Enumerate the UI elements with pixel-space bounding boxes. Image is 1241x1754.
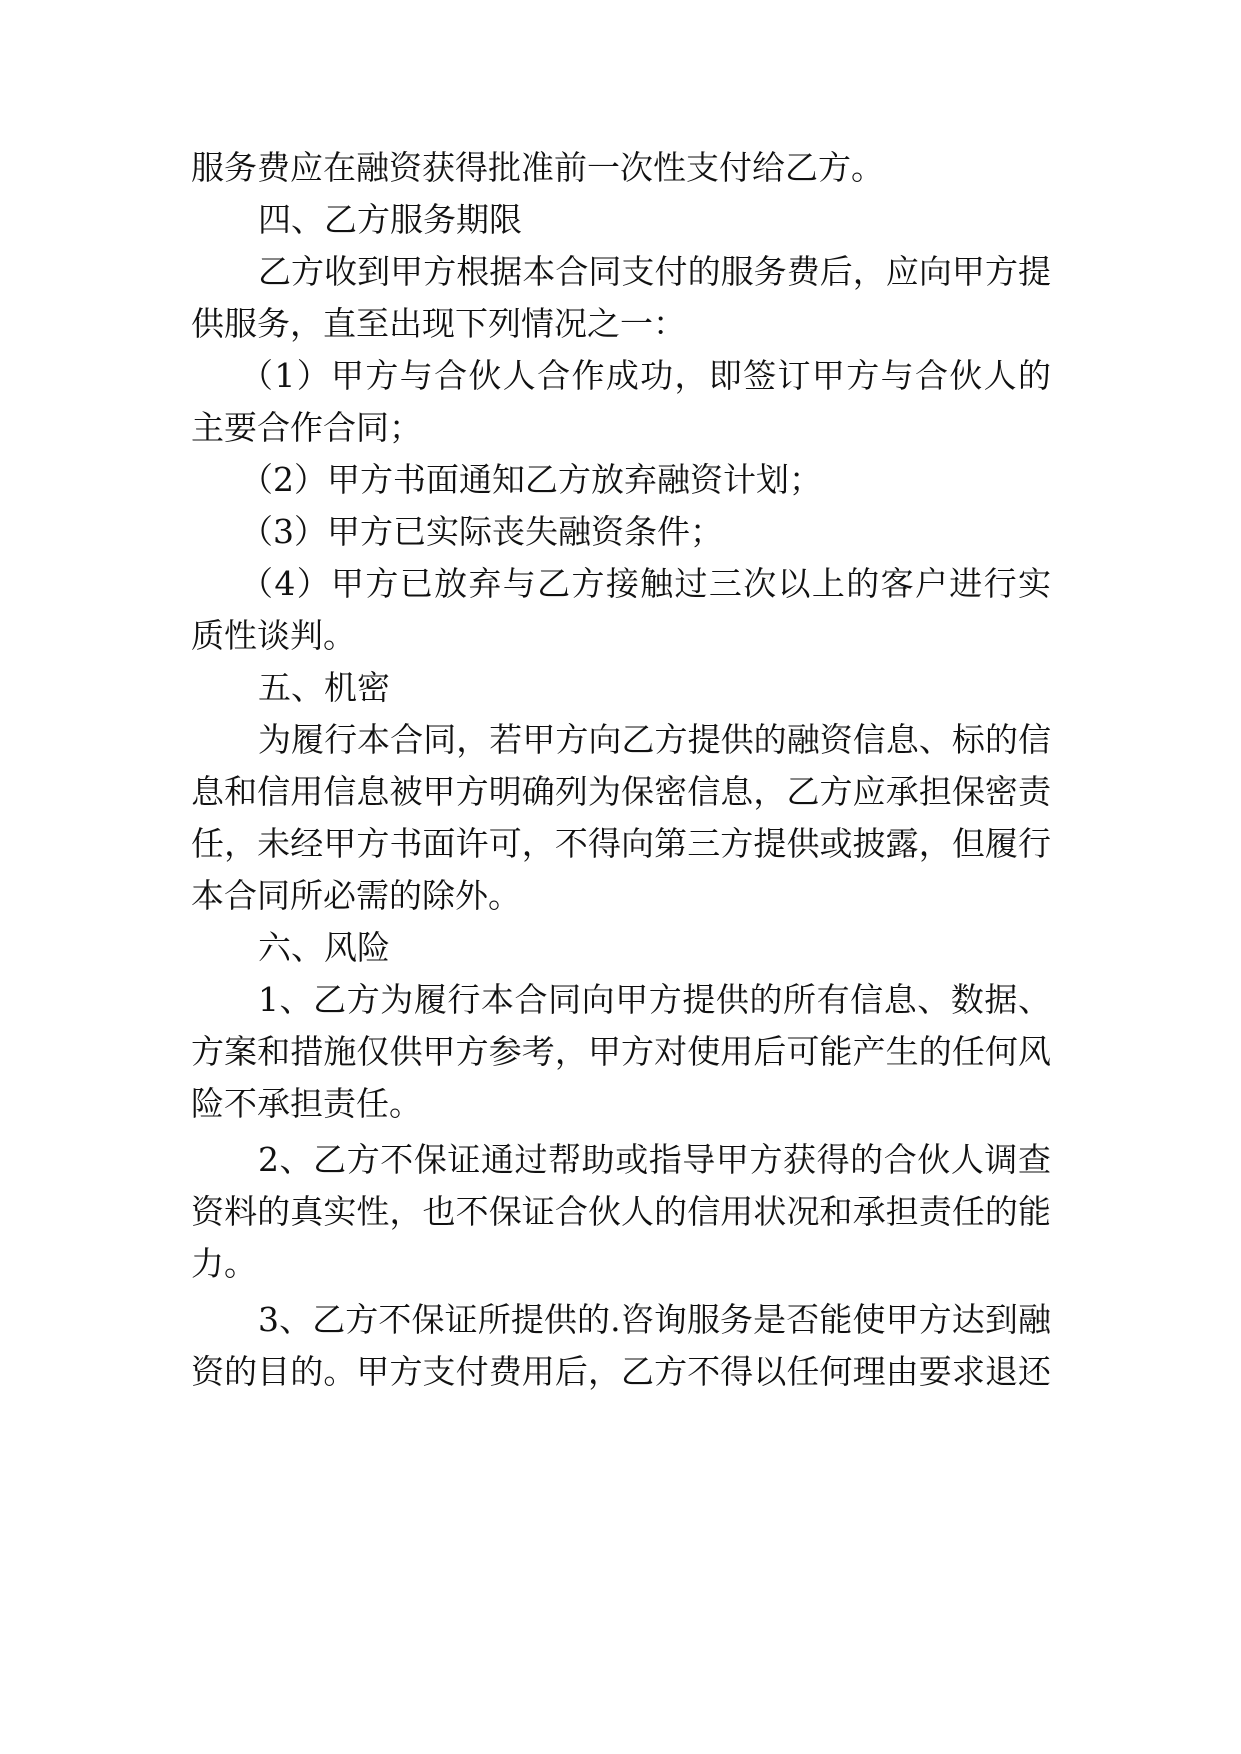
- text-line: 资的目的。甲方支付费用后，乙方不得以任何理由要求退还: [191, 1352, 1051, 1391]
- text-line: 3、乙方不保证所提供的.咨询服务是否能使甲方达到融: [258, 1300, 1051, 1339]
- text-line: 任，未经甲方书面许可，不得向第三方提供或披露，但履行: [191, 824, 1051, 863]
- section-heading: 六、风险: [258, 928, 390, 967]
- text-line: 险不承担责任。: [191, 1084, 422, 1123]
- text-line: 质性谈判。: [191, 616, 356, 655]
- list-item: （4）甲方已放弃与乙方接触过三次以上的客户进行实: [240, 564, 1051, 603]
- text-line: 服务费应在融资获得批准前一次性支付给乙方。: [191, 148, 884, 187]
- text-line: 1、乙方为履行本合同向甲方提供的所有信息、数据、: [258, 980, 1051, 1019]
- text-line: 主要合作合同；: [191, 408, 422, 447]
- text-line: 方案和措施仅供甲方参考，甲方对使用后可能产生的任何风: [191, 1032, 1051, 1071]
- list-item: （2）甲方书面通知乙方放弃融资计划；: [240, 460, 822, 499]
- list-item: （1）甲方与合伙人合作成功，即签订甲方与合伙人的: [240, 356, 1051, 395]
- section-heading: 四、乙方服务期限: [258, 200, 522, 239]
- text-line: 力。: [191, 1244, 257, 1283]
- text-line: 供服务，直至出现下列情况之一：: [191, 304, 686, 343]
- text-line: 资料的真实性，也不保证合伙人的信用状况和承担责任的能: [191, 1192, 1051, 1231]
- text-line: 息和信用信息被甲方明确列为保密信息，乙方应承担保密责: [191, 772, 1051, 811]
- text-line: 2、乙方不保证通过帮助或指导甲方获得的合伙人调查: [258, 1140, 1051, 1179]
- text-line: 为履行本合同，若甲方向乙方提供的融资信息、标的信: [258, 720, 1051, 759]
- text-line: 乙方收到甲方根据本合同支付的服务费后，应向甲方提: [258, 252, 1051, 291]
- text-line: 本合同所必需的除外。: [191, 876, 521, 915]
- list-item: （3）甲方已实际丧失融资条件；: [240, 512, 723, 551]
- section-heading: 五、机密: [258, 668, 390, 707]
